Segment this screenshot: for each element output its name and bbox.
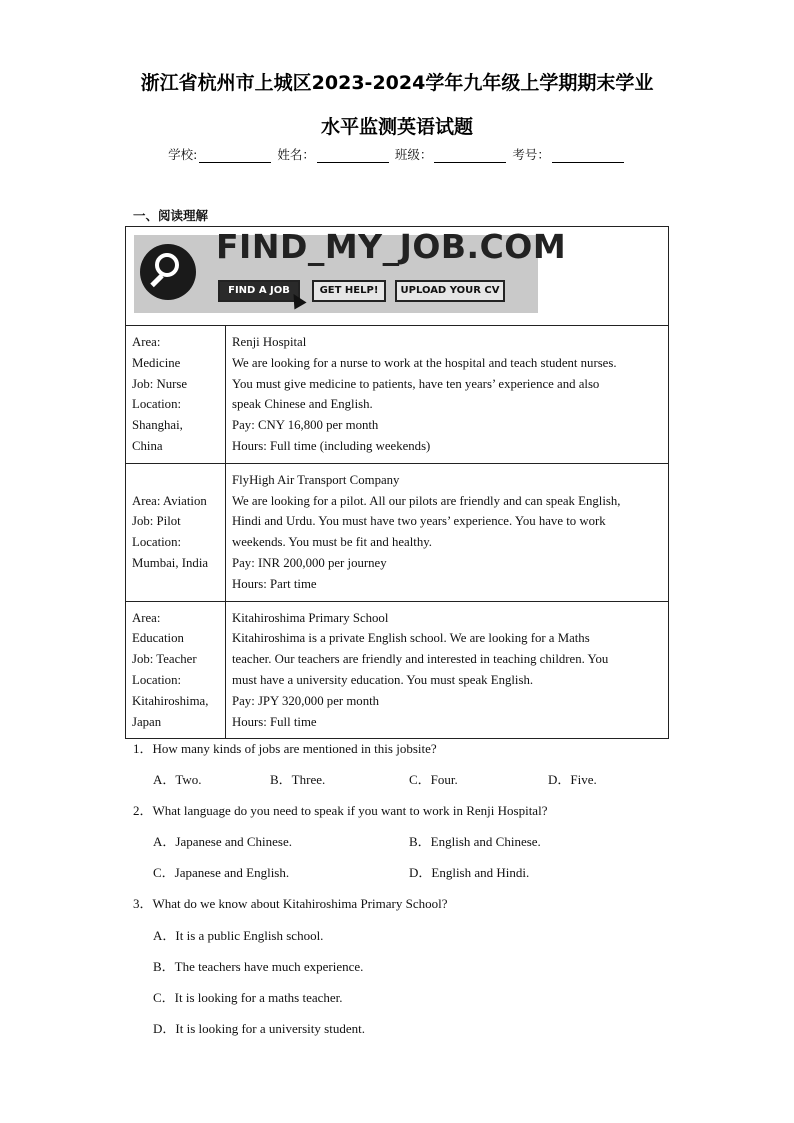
number-blank[interactable] xyxy=(552,150,624,163)
brand-logo: FIND_MY_JOB.COM xyxy=(216,227,567,266)
job-meta: Area: Education Job: Teacher Location: Kitahiroshima, Japan xyxy=(126,601,226,739)
question-1-option-d[interactable]: D．Five. xyxy=(548,772,597,787)
magnifier-icon xyxy=(140,244,196,300)
job-pay: Pay: JPY 320,000 per month xyxy=(232,693,380,708)
job-listings-table xyxy=(125,226,669,739)
job-meta: Area: Medicine Job: Nurse Location: Shanghai, China xyxy=(126,326,226,464)
employer-name: Renji Hospital xyxy=(232,335,307,349)
question-3-stem: 3．What do we know about Kitahiroshima Primary School? xyxy=(133,896,448,911)
question-2-option-d[interactable]: D．English and Hindi. xyxy=(409,865,530,880)
upload-cv-button: UPLOAD YOUR CV xyxy=(395,280,505,302)
job-description: Renji Hospital We are looking for a nurse to work at the hospital and teach student nurses. You must give medicine to patients, have ten years’ experience and also speak Chinese and English. Pay: CNY 16,800 per month Hours: Full time (including weekends) xyxy=(226,326,669,464)
class-blank[interactable] xyxy=(434,150,506,163)
banner-cell xyxy=(126,227,669,326)
name-blank[interactable] xyxy=(317,150,389,163)
question-3-option-c[interactable]: C．It is looking for a maths teacher. xyxy=(153,990,343,1005)
find-a-job-button: FIND A JOB xyxy=(218,280,300,302)
job-hours: Hours: Full time xyxy=(232,714,317,729)
job-meta: Area: Aviation Job: Pilot Location: Mumbai, India xyxy=(126,463,226,601)
exam-title-line2: 水平监测英语试题 xyxy=(320,116,473,138)
question-2-option-a[interactable]: A．Japanese and Chinese. xyxy=(153,834,292,849)
employer-name: Kitahiroshima Primary School xyxy=(232,610,389,625)
name-label: 姓名： xyxy=(277,147,315,162)
job-description: FlyHigh Air Transport Company We are looking for a pilot. All our pilots are friendly and can speak English, Hindi and Urdu. You must have two years’ experience. You have to work weekends. You must be fit and healthy. Pay: INR 200,000 per journey Hours: Part time xyxy=(226,463,669,601)
school-blank[interactable] xyxy=(199,150,271,163)
question-3-option-d[interactable]: D．It is looking for a university student. xyxy=(153,1021,365,1036)
employer-name: FlyHigh Air Transport Company xyxy=(232,472,400,487)
jobsite-banner xyxy=(134,227,567,313)
job-row-nurse xyxy=(126,326,669,464)
job-pay: Pay: CNY 16,800 per month xyxy=(232,418,379,433)
number-label: 考号： xyxy=(512,147,550,162)
job-row-pilot xyxy=(126,463,669,601)
question-1-option-c[interactable]: C．Four. xyxy=(409,772,458,787)
question-2-stem: 2．What language do you need to speak if you want to work in Renji Hospital? xyxy=(133,803,548,818)
section-title: 一、阅读理解 xyxy=(133,208,209,223)
question-2-option-c[interactable]: C．Japanese and English. xyxy=(153,865,290,880)
job-pay: Pay: INR 200,000 per journey xyxy=(232,555,387,570)
job-description: Kitahiroshima Primary School Kitahiroshima is a private English school. We are looking for a Maths teacher. Our teachers are friendly and interested in teaching children. You must have a university education. You must speak English. Pay: JPY 320,000 per month Hours: Full time xyxy=(226,601,669,739)
job-hours: Hours: Full time (including weekends) xyxy=(232,438,431,453)
question-2-option-b[interactable]: B．English and Chinese. xyxy=(409,834,541,849)
question-3-option-a[interactable]: A．It is a public English school. xyxy=(153,928,324,943)
class-label: 班级： xyxy=(394,147,433,162)
get-help-button: GET HELP! xyxy=(312,280,386,302)
question-1-option-a[interactable]: A．Two. xyxy=(153,772,202,787)
question-1-option-b[interactable]: B．Three. xyxy=(270,772,326,787)
school-label: 学校: xyxy=(168,147,198,162)
exam-title-line1: 浙江省杭州市上城区2023-2024学年九年级上学期期末学业 xyxy=(140,72,654,94)
student-info-fields xyxy=(0,145,794,163)
job-hours: Hours: Part time xyxy=(232,576,317,591)
job-row-teacher xyxy=(126,601,669,739)
question-1-stem: 1．How many kinds of jobs are mentioned in this jobsite? xyxy=(133,741,437,756)
question-3-option-b[interactable]: B．The teachers have much experience. xyxy=(153,959,364,974)
